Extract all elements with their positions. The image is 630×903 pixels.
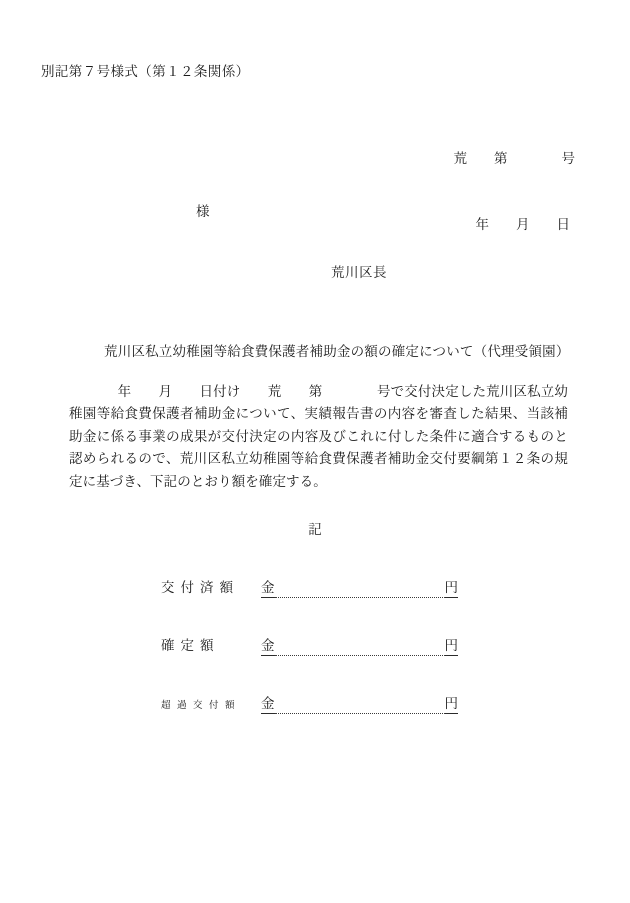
amount-row	[0, 576, 630, 634]
document-subject: 荒川区私立幼稚園等給食費保護者補助金の額の確定について（代理受領園）	[104, 344, 570, 360]
issuer-name: 荒川区長	[331, 265, 387, 281]
document-number: 荒 第 号	[453, 151, 575, 167]
currency-mark: 金	[261, 634, 275, 656]
amount-field-determined	[261, 634, 458, 656]
currency-unit: 円	[445, 692, 459, 714]
addressee-honorific: 様	[196, 204, 210, 220]
currency-unit: 円	[445, 634, 459, 656]
currency-mark: 金	[261, 576, 275, 598]
amount-label-paid: 交付済額	[161, 580, 239, 596]
amount-row	[0, 634, 630, 692]
form-number: 別記第７号様式（第１２条関係）	[41, 64, 250, 80]
amount-input-determined[interactable]	[275, 640, 445, 656]
currency-unit: 円	[445, 576, 459, 598]
amount-field-paid	[261, 576, 458, 598]
amount-input-excess[interactable]	[275, 698, 445, 714]
memo-marker: 記	[308, 522, 322, 538]
amounts-section	[0, 576, 630, 750]
amount-label-excess: 超過交付額	[161, 700, 242, 711]
document-meta-block	[454, 104, 576, 280]
amount-label-determined: 確定額	[161, 638, 220, 654]
currency-mark: 金	[261, 692, 275, 714]
document-body: 年 月 日付け 荒 第 号で交付決定した荒川区私立幼稚園等給食費保護者補助金について、実績報告書の内容を審査した結果、当該補助金に係る事業の成果が交付決定の内容及びこれに付した条件に適合するものと認められるので、荒川区私立幼稚園等給食費保護者補助金交付要綱第１２条の規定に基づき、下記のとおり額を確定する。	[69, 384, 568, 490]
amount-input-paid[interactable]	[275, 582, 445, 598]
amount-row	[0, 692, 630, 750]
amount-field-excess	[261, 692, 458, 714]
document-date: 年 月 日	[475, 217, 570, 233]
